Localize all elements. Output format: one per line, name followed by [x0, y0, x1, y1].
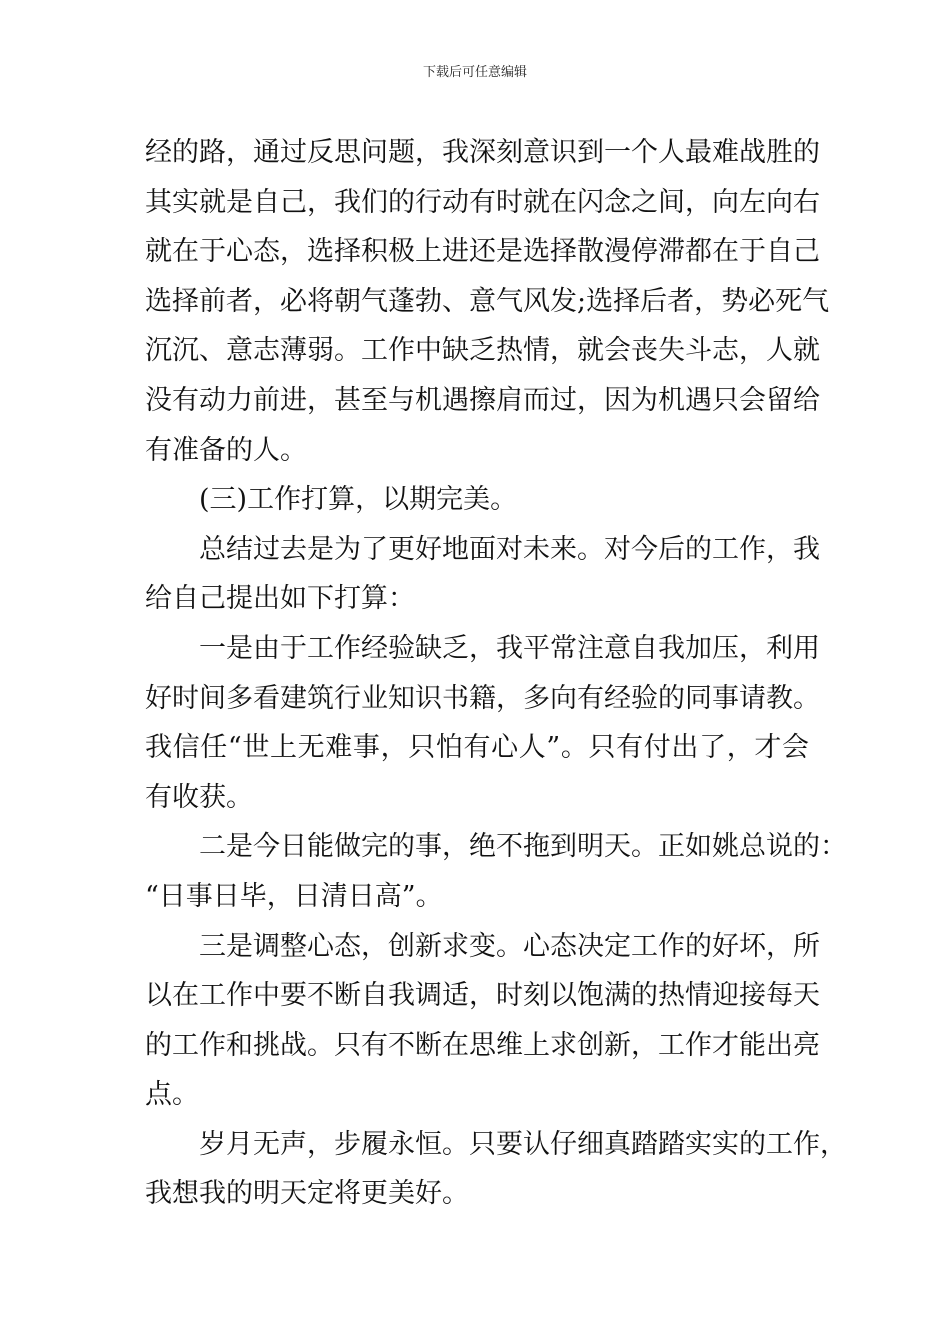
paragraph [145, 525, 820, 624]
text-line: 有收获。 [145, 781, 253, 813]
text-line: 给自己提出如下打算： [145, 583, 415, 615]
text-line: 我信任“世上无难事，只怕有心人”。只有付出了，才会 [145, 732, 809, 764]
text-line: 有准备的人。 [145, 434, 307, 466]
text-line: 一是由于工作经验缺乏，我平常注意自我加压，利用 [199, 632, 820, 664]
text-line: 我想我的明天定将更美好。 [145, 1178, 469, 1210]
paragraph [145, 128, 830, 475]
text-line: 的工作和挑战。只有不断在思维上求创新，工作才能出亮 [145, 1029, 820, 1061]
text-line: 岁月无声，步履永恒。只要认仔细真踏踏实实的工作， [199, 1128, 847, 1160]
text-line: 三是调整心态，创新求变。心态决定工作的好坏，所 [199, 930, 820, 962]
text-line: 二是今日能做完的事，绝不拖到明天。正如姚总说的： [199, 831, 847, 863]
text-line: 其实就是自己，我们的行动有时就在闪念之间，向左向右 [145, 186, 820, 218]
text-line: “日事日毕，日清日高”。 [145, 880, 443, 912]
text-line: 以在工作中要不断自我调适，时刻以饱满的热情迎接每天 [145, 980, 820, 1012]
text-line: 选择前者，必将朝气蓬勃、意气风发;选择后者，势必死气 [145, 285, 830, 317]
text-line: 沉沉、意志薄弱。工作中缺乏热情，就会丧失斗志，人就 [145, 335, 820, 367]
text-line: 好时间多看建筑行业知识书籍，多向有经验的同事请教。 [145, 682, 820, 714]
document-body [145, 128, 847, 1219]
paragraph [145, 922, 820, 1120]
paragraph [145, 1120, 847, 1219]
text-line: 总结过去是为了更好地面对未来。对今后的工作，我 [199, 533, 820, 565]
section-heading [145, 475, 809, 525]
text-line: (三)工作打算，以期完美。 [199, 484, 518, 516]
paragraph [145, 822, 847, 921]
page-header: 下载后可任意编辑 [422, 65, 527, 80]
text-line: 就在于心态，选择积极上进还是选择散漫停滞都在于自己 [145, 236, 820, 268]
text-line: 经的路，通过反思问题，我深刻意识到一个人最难战胜的 [145, 137, 820, 168]
paragraph [145, 624, 820, 822]
text-line: 点。 [145, 1079, 199, 1111]
text-line: 没有动力前进，甚至与机遇擦肩而过，因为机遇只会留给 [145, 384, 820, 416]
